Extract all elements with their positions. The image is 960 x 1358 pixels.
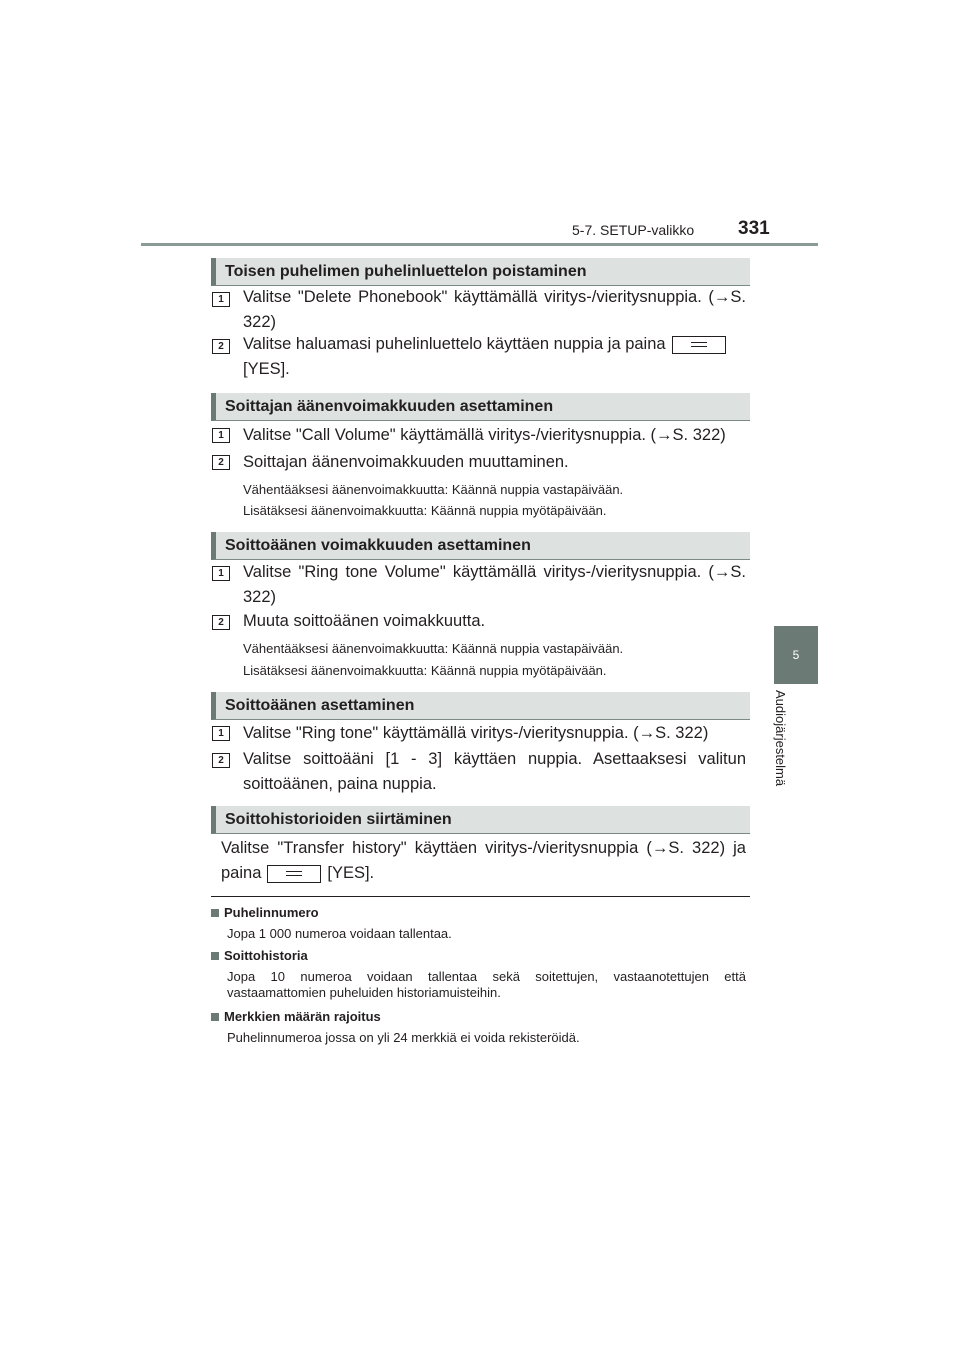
notes-divider [211, 896, 750, 897]
step-text-before: Valitse "Transfer history" käyttäen viritys-/vieritysnuppia (→S. 322) ja paina [221, 839, 746, 882]
step-text: Valitse "Ring tone Volume" käyttämällä viritys-/vieritysnuppia. (→S. 322) [243, 563, 746, 606]
chapter-tab [774, 626, 818, 684]
step-number: 2 [212, 753, 230, 768]
chapter-tab-label [773, 690, 810, 806]
square-bullet-icon [211, 952, 219, 960]
step-text: Muuta soittoäänen voimakkuutta. [243, 612, 486, 630]
section-heading-text: Soittoäänen voimakkuuden asettaminen [225, 537, 531, 554]
note-title-text: Merkkien määrän rajoitus [224, 1009, 381, 1024]
section-breadcrumb: 5-7. SETUP-valikko [572, 222, 695, 238]
enter-button-icon [267, 865, 321, 883]
step-text-before: Valitse haluamasi puhelinluettelo käyttäen nuppia ja paina [243, 335, 666, 353]
step-text-after: [YES]. [327, 864, 375, 882]
step-number: 1 [212, 292, 230, 307]
step-text: Soittajan äänenvoimakkuuden muuttaminen. [243, 453, 569, 471]
chapter-tab-label-text: Audiojärjestelmä [773, 690, 788, 787]
sub-instruction: Vähentääksesi äänenvoimakkuutta: Käännä nuppia vastapäivään. [243, 641, 624, 656]
section-heading [211, 393, 750, 421]
note-title-text: Soittohistoria [224, 948, 308, 963]
step-text: Valitse "Ring tone" käyttämällä viritys-/vieritysnuppia. (→S. 322) [243, 724, 709, 742]
note-title [211, 905, 319, 920]
sub-instruction: Vähentääksesi äänenvoimakkuutta: Käännä nuppia vastapäivään. [243, 482, 624, 497]
step-text: Valitse "Call Volume" käyttämällä viritys-/vieritysnuppia. (→S. 322) [243, 426, 726, 444]
step-number: 1 [212, 566, 230, 581]
square-bullet-icon [211, 1013, 219, 1021]
step-number: 2 [212, 455, 230, 470]
section-heading [211, 692, 750, 720]
step-text [243, 332, 746, 382]
sub-instruction: Lisätäksesi äänenvoimakkuutta: Käännä nuppia myötäpäivään. [243, 503, 607, 518]
step-text-after: [YES]. [243, 360, 290, 378]
step-number: 1 [212, 428, 230, 443]
note-text: Jopa 1 000 numeroa voidaan tallentaa. [227, 926, 452, 941]
section-heading-text: Soittajan äänenvoimakkuuden asettaminen [225, 398, 554, 415]
page-number: 331 [738, 218, 770, 239]
step-text: Valitse "Delete Phonebook" käyttämällä viritys-/vieritysnuppia. (→S. 322) [243, 288, 746, 331]
note-title [211, 948, 308, 963]
section-heading [211, 532, 750, 560]
sub-instruction: Lisätäksesi äänenvoimakkuutta: Käännä nuppia myötäpäivään. [243, 663, 607, 678]
enter-button-icon [672, 336, 726, 354]
step-text [221, 836, 746, 886]
step-number: 2 [212, 339, 230, 354]
section-heading-text: Toisen puhelimen puhelinluettelon poistaminen [225, 263, 587, 280]
section-heading-text: Soittohistorioiden siirtäminen [225, 811, 452, 828]
chapter-tab-number: 5 [792, 648, 800, 662]
step-number: 1 [212, 726, 230, 741]
section-heading-text: Soittoäänen asettaminen [225, 697, 415, 714]
section-heading [211, 258, 750, 286]
step-text: Valitse soittoääni [1 - 3] käyttäen nuppia. Asettaaksesi valitun soittoäänen, paina nuppia. [243, 750, 746, 793]
section-heading [211, 806, 750, 834]
note-text: Puhelinnumeroa jossa on yli 24 merkkiä ei voida rekisteröidä. [227, 1030, 580, 1045]
header-divider [141, 243, 818, 246]
note-text: Jopa 10 numeroa voidaan tallentaa sekä soitettujen, vastaanotettujen että vastaamattomien puheluiden historiamuisteihin. [227, 969, 746, 1000]
step-number: 2 [212, 615, 230, 630]
square-bullet-icon [211, 909, 219, 917]
note-title-text: Puhelinnumero [224, 905, 319, 920]
note-title [211, 1009, 381, 1024]
